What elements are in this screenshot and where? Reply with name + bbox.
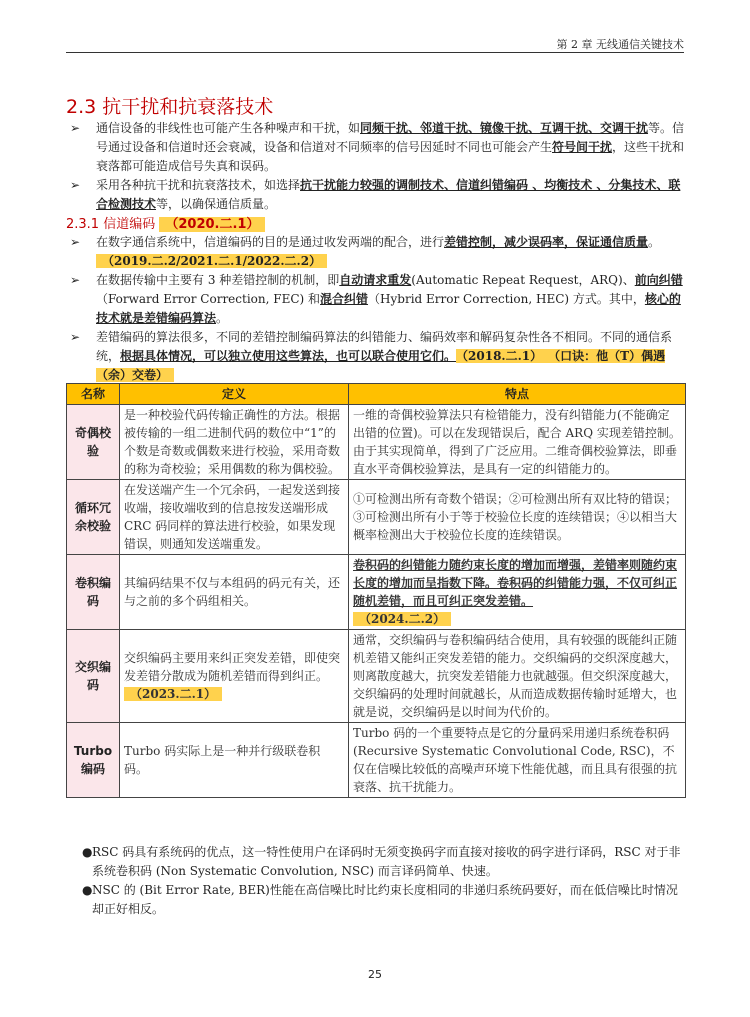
emphasis: 符号间干扰: [552, 140, 613, 154]
emphasis: 混合纠错: [320, 292, 369, 306]
emphasis: 同频干扰、邻道干扰、镜像干扰、互调干扰、交调干扰: [360, 121, 649, 135]
coding-name: 循环冗余校验: [67, 480, 120, 555]
text: ，这些干扰和衰落都可能造成信号失真和误码。: [96, 140, 685, 173]
emphasis: 抗干扰能力较强的调制技术、信道纠错编码 、均衡技术 、分集技术、联合检测技术: [96, 178, 681, 211]
subsection-label: 2.3.1 信道编码: [66, 217, 156, 232]
paragraph-2: [70, 176, 685, 214]
emphasis: 自动请求重发: [339, 273, 412, 287]
chapter-title: 第 2 章 无线通信关键技术: [556, 38, 684, 51]
coding-definition: [120, 630, 349, 723]
arrow-bullet-icon: ➢: [70, 121, 81, 135]
coding-definition: 其编码结果不仅与本组码的码元有关，还与之前的多个码组相关。: [120, 555, 349, 630]
table-header-row: [67, 384, 686, 405]
text: 。: [216, 311, 229, 325]
emphasis: 核心的技术就是差错编码算法: [96, 292, 681, 325]
emphasis: 前向纠错: [634, 273, 683, 287]
coding-definition: Turbo 码实际上是一种并行级联卷积码。: [120, 723, 349, 798]
coding-definition: 是一种校验代码传输正确性的方法。根据被传输的一组二进制代码的数位中“1”的个数是奇数或偶数来进行校验，采用奇数的称为奇校验；采用偶数的称为偶校验。: [120, 405, 349, 480]
mnemonic-tag: （口诀：他（T）偶遇（余）交卷）: [96, 349, 666, 382]
table-row: [67, 555, 686, 630]
column-header: 名称: [67, 384, 120, 405]
text: 在数据传输中主要有 3 种差错控制的机制，即: [96, 273, 340, 287]
subsection-title: [66, 213, 265, 232]
coding-definition: 在发送端产生一个冗余码，一起发送到接收端，接收端收到的信息按发送端形成 CRC 码同样的算法进行校验，如果发现错误，则通知发送端重发。: [120, 480, 349, 555]
exam-tag: （2024.二.2）: [353, 612, 451, 626]
text: 差错编码的算法很多，不同的差错控制编码算法的纠错能力、编码效率和解码复杂性各不相同。不同的通信系统，: [96, 330, 673, 363]
exam-tag: （2023.二.1）: [124, 687, 222, 701]
bullet-text: NSC 的 (Bit Error Rate, BER)性能在高信噪比时比约束长度相同的非递归系统码要好，而在低信噪比时情况却正好相反。: [92, 883, 678, 916]
text: （Forward Error Correction, FEC) 和: [96, 292, 321, 306]
coding-name: 卷积编码: [67, 555, 120, 630]
text: (Automatic Repeat Request，ARQ)、: [411, 273, 635, 287]
coding-features: [349, 555, 686, 630]
paragraph-4: [70, 271, 685, 328]
column-header: 特点: [349, 384, 686, 405]
exam-tag: （2019.二.2/2021.二.1/2022.二.2）: [96, 254, 327, 268]
page-header: [66, 36, 684, 53]
coding-features: Turbo 码的一个重要特点是它的分量码采用递归系统卷积码(Recursive Systematic Convolutional Code, RSC)，不仅在信噪比较低的高噪声环境下性能优越，而且具有很强的抗衰落、抗干扰能力。: [349, 723, 686, 798]
coding-name: 交织编码: [67, 630, 120, 723]
bullet-dot-icon: ●: [82, 845, 93, 859]
paragraph-5: [70, 328, 685, 385]
emphasis: 差错控制，减少误码率，保证通信质量: [444, 235, 649, 249]
bullet-item: [82, 881, 686, 919]
coding-comparison-table: [66, 383, 686, 798]
text: 。: [648, 235, 661, 249]
exam-tag: （2020.二.1）: [159, 217, 265, 232]
coding-features: 通常，交织编码与卷积编码结合使用，具有较强的既能纠正随机差错又能纠正突发差错的能力。交织编码的交织深度越大，则离散度越大，抗突发差错能力也就越强。但交织深度越大，交织编码的处理时间就越长，从而造成数据传输时延增大，也就是说，交织编码是以时间为代价的。: [349, 630, 686, 723]
text: 等，以确保通信质量。: [156, 197, 277, 211]
bullet-item: [82, 843, 686, 881]
table-row: [67, 630, 686, 723]
coding-name: 奇偶校验: [67, 405, 120, 480]
text: 采用各种抗干扰和抗衰落技术，如选择: [96, 178, 301, 192]
table-row: [67, 405, 686, 480]
table-row: [67, 480, 686, 555]
emphasis: 根据具体情况，可以独立使用这些算法，也可以联合使用它们。: [120, 349, 457, 363]
page-number: 25: [368, 968, 382, 981]
bullet-dot-icon: ●: [82, 883, 93, 897]
arrow-bullet-icon: ➢: [70, 273, 81, 287]
section-title: 2.3 抗干扰和抗衰落技术: [66, 96, 274, 118]
text: （Hybrid Error Correction, HEC) 方式。其中，: [368, 292, 645, 306]
features-text: 卷积码的纠错能力随约束长度的增加而增强，差错率则随约束长度的增加而呈指数下降。卷积码的纠错能力强，不仅可纠正随机差错，而且可纠正突发差错。: [353, 558, 678, 608]
paragraph-3: [70, 233, 685, 271]
column-header: 定义: [120, 384, 349, 405]
coding-name: Turbo编码: [67, 723, 120, 798]
text: 在数字通信系统中，信道编码的目的是通过收发两端的配合，进行: [96, 235, 445, 249]
coding-features: 一维的奇偶校验算法只有检错能力，没有纠错能力(不能确定出错的位置)。可以在发现错误后，配合 ARQ 实现差错控制。由于其实现简单，得到了广泛应用。二维奇偶校验算法，即垂直水平奇偶校验算法，是具有一定的纠错能力的。: [349, 405, 686, 480]
table-row: [67, 723, 686, 798]
exam-tag: （2018.二.1）: [456, 349, 548, 363]
paragraph-1: [70, 119, 685, 176]
text: 通信设备的非线性也可能产生各种噪声和干扰，如: [96, 121, 361, 135]
definition-text: 交织编码主要用来纠正突发差错，即使突发差错分散成为随机差错而得到纠正。: [124, 651, 341, 683]
arrow-bullet-icon: ➢: [70, 178, 81, 192]
text: 等。信号通过设备和信道时还会衰减，设备和信道对不同频率的信号因延时不同也可能会产生: [96, 121, 685, 154]
bullet-text: RSC 码具有系统码的优点，这一特性使用户在译码时无须变换码字而直接对接收的码字进行译码，RSC 对于非系统卷积码 (Non Systematic Convolution, NSC) 而言译码简单、快速。: [92, 845, 681, 878]
coding-features: ①可检测出所有奇数个错误；②可检测出所有双比特的错误；③可检测出所有小于等于校验位长度的连续错误；④以相当大概率检测出大于校验位长度的连续错误。: [349, 480, 686, 555]
arrow-bullet-icon: ➢: [70, 330, 81, 344]
arrow-bullet-icon: ➢: [70, 235, 81, 249]
